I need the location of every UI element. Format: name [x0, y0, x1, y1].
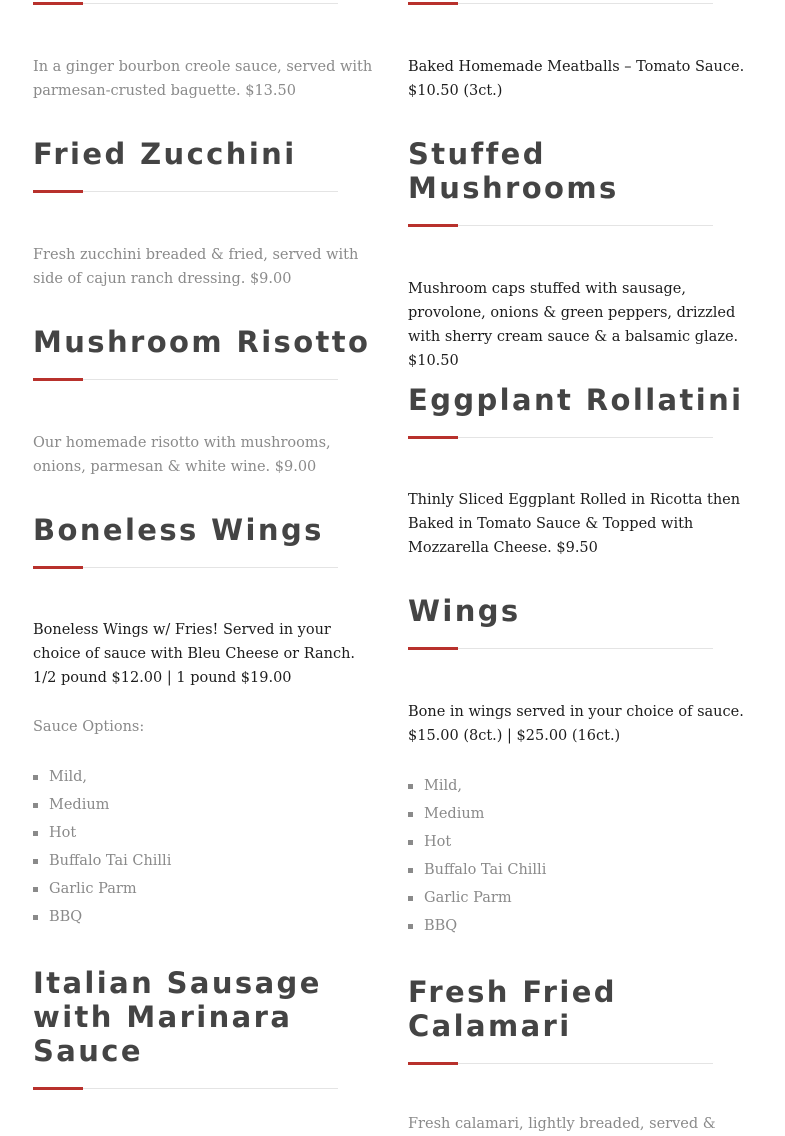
- section-divider: [33, 1085, 338, 1091]
- menu-item-title: Eggplant Rollatini: [408, 383, 744, 417]
- menu-item-fried-zucchini: [33, 137, 378, 194]
- menu-item-eggplant-rollatini: [408, 383, 758, 440]
- bullet-square-icon: [33, 831, 38, 836]
- bullet-square-icon: [408, 784, 413, 789]
- menu-item-description: Boneless Wings w/ Fries! Served in your choice of sauce with Bleu Cheese or Ranch. 1/2 pound $12.00 | 1 pound $19.00: [33, 622, 356, 686]
- list-item: Mild,: [408, 774, 546, 802]
- menu-item-title: Mushroom Risotto: [33, 325, 371, 359]
- section-divider: [408, 0, 713, 6]
- section-divider: [33, 376, 338, 382]
- menu-item-description: Bone in wings served in your choice of sauce. $15.00 (8ct.) | $25.00 (16ct.): [408, 704, 744, 744]
- bullet-square-icon: [33, 887, 38, 892]
- menu-item-italian-sausage: [33, 966, 338, 1091]
- menu-item-description: Our homemade risotto with mushrooms, onions, parmesan & white wine. $9.00: [33, 435, 331, 475]
- bullet-square-icon: [33, 915, 38, 920]
- menu-item-stuffed-mushrooms: [408, 137, 713, 228]
- bullet-square-icon: [408, 812, 413, 817]
- menu-item-boneless-wings: [33, 513, 378, 570]
- list-item: Medium: [408, 802, 546, 830]
- menu-item-title: Italian Sausage with Marinara Sauce: [33, 966, 322, 1068]
- menu-item-fresh-fried-calamari: [408, 975, 713, 1066]
- section-divider: [33, 188, 338, 194]
- section-divider: [408, 434, 713, 440]
- menu-item-title: Stuffed Mushrooms: [408, 137, 619, 205]
- sauce-list: [408, 774, 546, 942]
- menu-item-title: Boneless Wings: [33, 513, 324, 547]
- menu-item-description: In a ginger bourbon creole sauce, served with parmesan-crusted baguette. $13.50: [33, 59, 373, 99]
- menu-item-title: Fresh Fried Calamari: [408, 975, 617, 1043]
- section-divider: [33, 0, 338, 6]
- list-item: BBQ: [408, 914, 546, 942]
- menu-item-wings: [408, 594, 758, 651]
- list-item: Garlic Parm: [33, 877, 171, 905]
- sauce-options-label: Sauce Options:: [33, 719, 145, 735]
- list-item: BBQ: [33, 905, 171, 933]
- list-item: Hot: [408, 830, 546, 858]
- list-item: Buffalo Tai Chilli: [33, 849, 171, 877]
- menu-item-description: Thinly Sliced Eggplant Rolled in Ricotta then Baked in Tomato Sauce & Topped with Mozzarella Cheese. $9.50: [408, 492, 741, 556]
- menu-item-description: Fresh zucchini breaded & fried, served with side of cajun ranch dressing. $9.00: [33, 247, 359, 287]
- section-divider: [408, 222, 713, 228]
- bullet-square-icon: [408, 924, 413, 929]
- section-divider: [408, 645, 713, 651]
- list-item: Garlic Parm: [408, 886, 546, 914]
- list-item: Hot: [33, 821, 171, 849]
- bullet-square-icon: [408, 896, 413, 901]
- list-item: Medium: [33, 793, 171, 821]
- menu-item-mushroom-risotto: [33, 325, 378, 382]
- section-divider: [408, 1060, 713, 1066]
- bullet-square-icon: [408, 840, 413, 845]
- section-divider: [33, 564, 338, 570]
- bullet-square-icon: [33, 803, 38, 808]
- menu-item-description: Baked Homemade Meatballs – Tomato Sauce. $10.50 (3ct.): [408, 59, 745, 99]
- list-item: Buffalo Tai Chilli: [408, 858, 546, 886]
- bullet-square-icon: [33, 859, 38, 864]
- bullet-square-icon: [408, 868, 413, 873]
- menu-item-description: Fresh calamari, lightly breaded, served &: [408, 1116, 716, 1132]
- menu-item-title: Wings: [408, 594, 521, 628]
- menu-item-description: Mushroom caps stuffed with sausage, provolone, onions & green peppers, drizzled with sherry cream sauce & a balsamic glaze. $10.50: [408, 281, 739, 369]
- sauce-list: [33, 765, 171, 933]
- list-item: Mild,: [33, 765, 171, 793]
- menu-item-title: Fried Zucchini: [33, 137, 297, 171]
- bullet-square-icon: [33, 775, 38, 780]
